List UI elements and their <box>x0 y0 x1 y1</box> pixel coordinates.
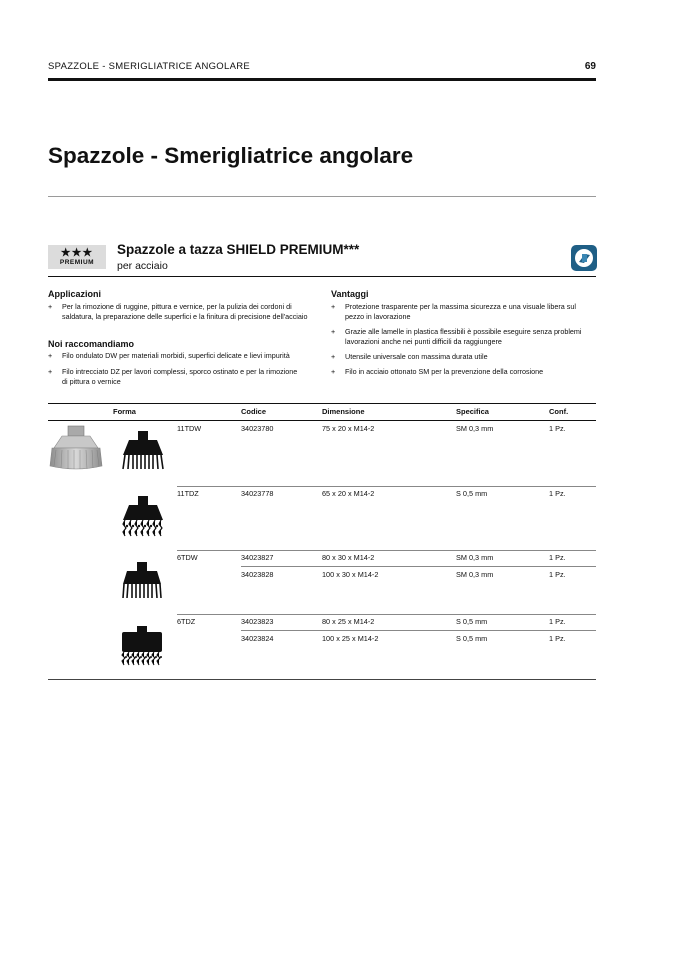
list-item: + Filo ondulato DW per materiali morbidi, superfici delicate e lievi impurità <box>48 351 290 360</box>
list-item: + Filo in acciaio ottonato SM per la prevenzione della corrosione <box>331 367 544 376</box>
specifica-cell: SM 0,3 mm <box>456 553 494 562</box>
conf-cell: 1 Pz. <box>549 489 566 498</box>
conf-cell: 1 Pz. <box>549 553 566 562</box>
col-header-specifica: Specifica <box>456 407 489 416</box>
dimensione-cell: 75 x 20 x M14-2 <box>322 424 375 433</box>
conf-cell: 1 Pz. <box>549 570 566 579</box>
dimensione-cell: 80 x 25 x M14-2 <box>322 617 375 626</box>
badge-stars: ★★★ <box>60 247 94 259</box>
dimensione-cell: 65 x 20 x M14-2 <box>322 489 375 498</box>
list-item: + Per la rimozione di ruggine, pittura e vernice, per la pulizia dei cordoni di saldatura, la preparazione delle superfici e la finitura di precisione dell'acciaio <box>48 302 308 321</box>
list-item: + Filo intrecciato DZ per lavori complessi, sporco ostinato e per la rimozione di pittura o vernice <box>48 367 298 386</box>
codice-cell: 34023827 <box>241 553 274 562</box>
row-divider <box>177 614 596 615</box>
codice-cell: 34023824 <box>241 634 274 643</box>
product-title: Spazzole a tazza SHIELD PREMIUM*** <box>117 242 360 257</box>
conf-cell: 1 Pz. <box>549 424 566 433</box>
col-header-codice: Codice <box>241 407 267 416</box>
list-item: + Grazie alle lamelle in plastica flessibili è possibile eseguire senza problemi lavorazioni anche nei punti difficili da raggiungere <box>331 327 582 346</box>
brush-shape-11tdz-icon <box>121 496 165 538</box>
codice-cell: 34023823 <box>241 617 274 626</box>
page-title: Spazzole - Smerigliatrice angolare <box>48 143 414 168</box>
dimensione-cell: 80 x 30 x M14-2 <box>322 553 375 562</box>
row-divider <box>177 550 596 551</box>
specifica-cell: SM 0,3 mm <box>456 570 494 579</box>
brush-shape-6tdw-icon <box>121 562 163 600</box>
forma-code: 11TDW <box>177 424 202 433</box>
codice-cell: 34023828 <box>241 570 274 579</box>
cup-brush-photo <box>48 424 104 472</box>
forma-code: 11TDZ <box>177 489 199 498</box>
page-number: 69 <box>584 61 596 72</box>
plus-icon: + <box>331 302 336 311</box>
forma-code: 6TDZ <box>177 617 196 626</box>
conf-cell: 1 Pz. <box>549 617 566 626</box>
applicazioni-heading: Applicazioni <box>48 289 102 299</box>
premium-badge <box>48 245 106 269</box>
row-divider <box>177 486 596 487</box>
specifica-cell: S 0,5 mm <box>456 617 488 626</box>
plus-icon: + <box>48 351 53 360</box>
col-header-conf: Conf. <box>549 407 569 416</box>
row-divider <box>241 566 596 567</box>
row-divider <box>241 630 596 631</box>
product-category-icon <box>571 245 597 271</box>
brush-shape-6tdz-icon <box>121 626 163 668</box>
specifica-cell: SM 0,3 mm <box>456 424 494 433</box>
title-divider <box>48 196 596 197</box>
header-divider <box>48 78 596 81</box>
table-top-rule <box>48 403 596 404</box>
product-subtitle: per acciaio <box>117 260 168 272</box>
dimensione-cell: 100 x 30 x M14-2 <box>322 570 379 579</box>
plus-icon: + <box>48 367 53 376</box>
vantaggi-heading: Vantaggi <box>331 289 369 299</box>
brush-shape-11tdw-icon <box>121 431 165 471</box>
list-item: + Utensile universale con massima durata utile <box>331 352 488 361</box>
codice-cell: 34023780 <box>241 424 274 433</box>
table-bottom-rule <box>48 679 596 680</box>
plus-icon: + <box>331 367 336 376</box>
codice-cell: 34023778 <box>241 489 274 498</box>
conf-cell: 1 Pz. <box>549 634 566 643</box>
dimensione-cell: 100 x 25 x M14-2 <box>322 634 379 643</box>
running-header: SPAZZOLE - SMERIGLIATRICE ANGOLARE <box>48 61 250 72</box>
list-item: + Protezione trasparente per la massima sicurezza e una visuale libera sul pezzo in lavorazione <box>331 302 576 321</box>
badge-label: PREMIUM <box>59 259 95 266</box>
plus-icon: + <box>48 302 53 311</box>
table-header-rule <box>48 420 596 421</box>
raccomandiamo-heading: Noi raccomandiamo <box>48 339 135 349</box>
col-header-dimensione: Dimensione <box>322 407 365 416</box>
specifica-cell: S 0,5 mm <box>456 489 488 498</box>
forma-code: 6TDW <box>177 553 198 562</box>
product-divider <box>48 276 596 277</box>
plus-icon: + <box>331 352 336 361</box>
plus-icon: + <box>331 327 336 336</box>
specifica-cell: S 0,5 mm <box>456 634 488 643</box>
col-header-forma: Forma <box>113 407 136 416</box>
